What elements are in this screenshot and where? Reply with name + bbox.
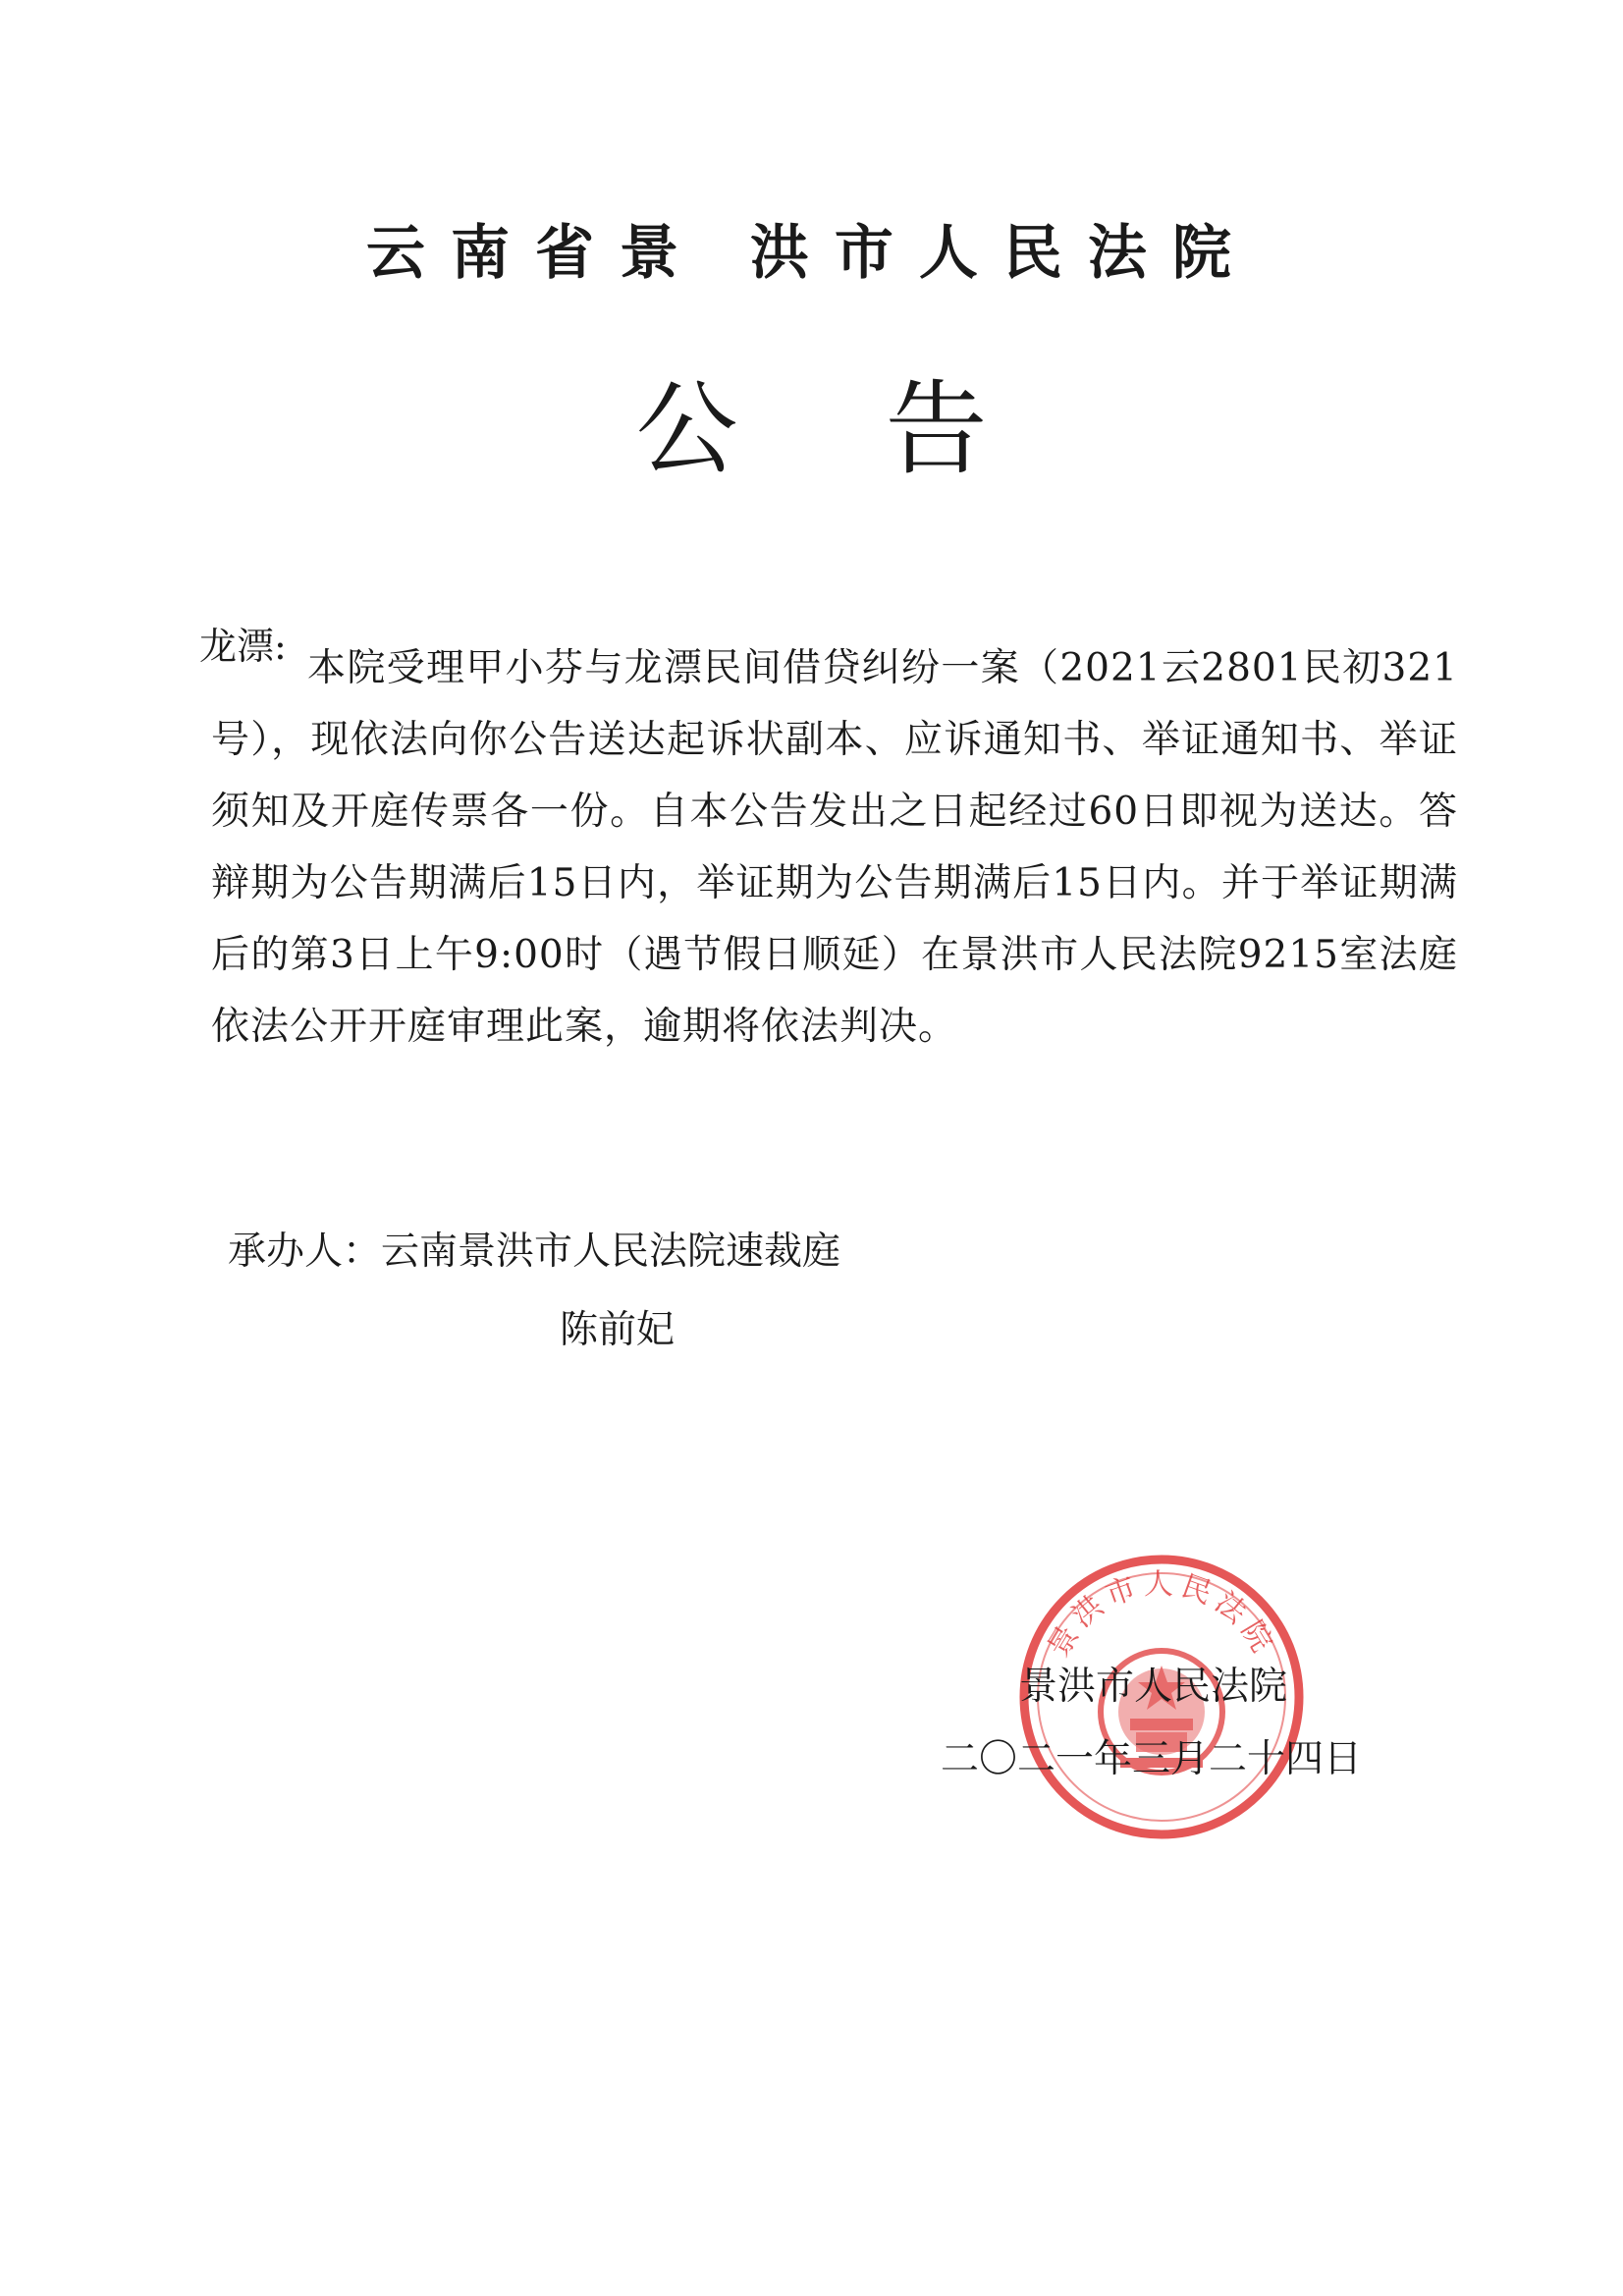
signature-date: 二〇二一年三月二十四日 xyxy=(941,1737,1363,1781)
handler-name: 陈前妃 xyxy=(560,1308,676,1352)
handler-line: 承办人：云南景洪市人民法院速裁庭 xyxy=(228,1230,841,1274)
notice-body: 本院受理甲小芬与龙漂民间借贷纠纷一案（2021云2801民初321号），现依法向你公告送达起诉状副本、应诉通知书、举证通知书、举证须知及开庭传票各一份。自本公告发出之日起经过60日即视为送达。答辩期为公告期满后15日内，举证期为公告期满后15日内。并于举证期满后的第3日上午9:00时（遇节假日顺延）在景洪市人民法院9215室法庭依法公开开庭审理此案，逾期将依法判决。 xyxy=(211,646,1458,1049)
seal-ring-text: 景洪市人民法院 xyxy=(1041,1567,1282,1664)
signature-court: 景洪市人民法院 xyxy=(1019,1665,1288,1709)
notice-title: 公告 xyxy=(635,369,1135,489)
court-name-heading: 云南省景 洪市人民法院 xyxy=(366,219,1257,288)
addressee: 龙漂: xyxy=(199,625,287,668)
